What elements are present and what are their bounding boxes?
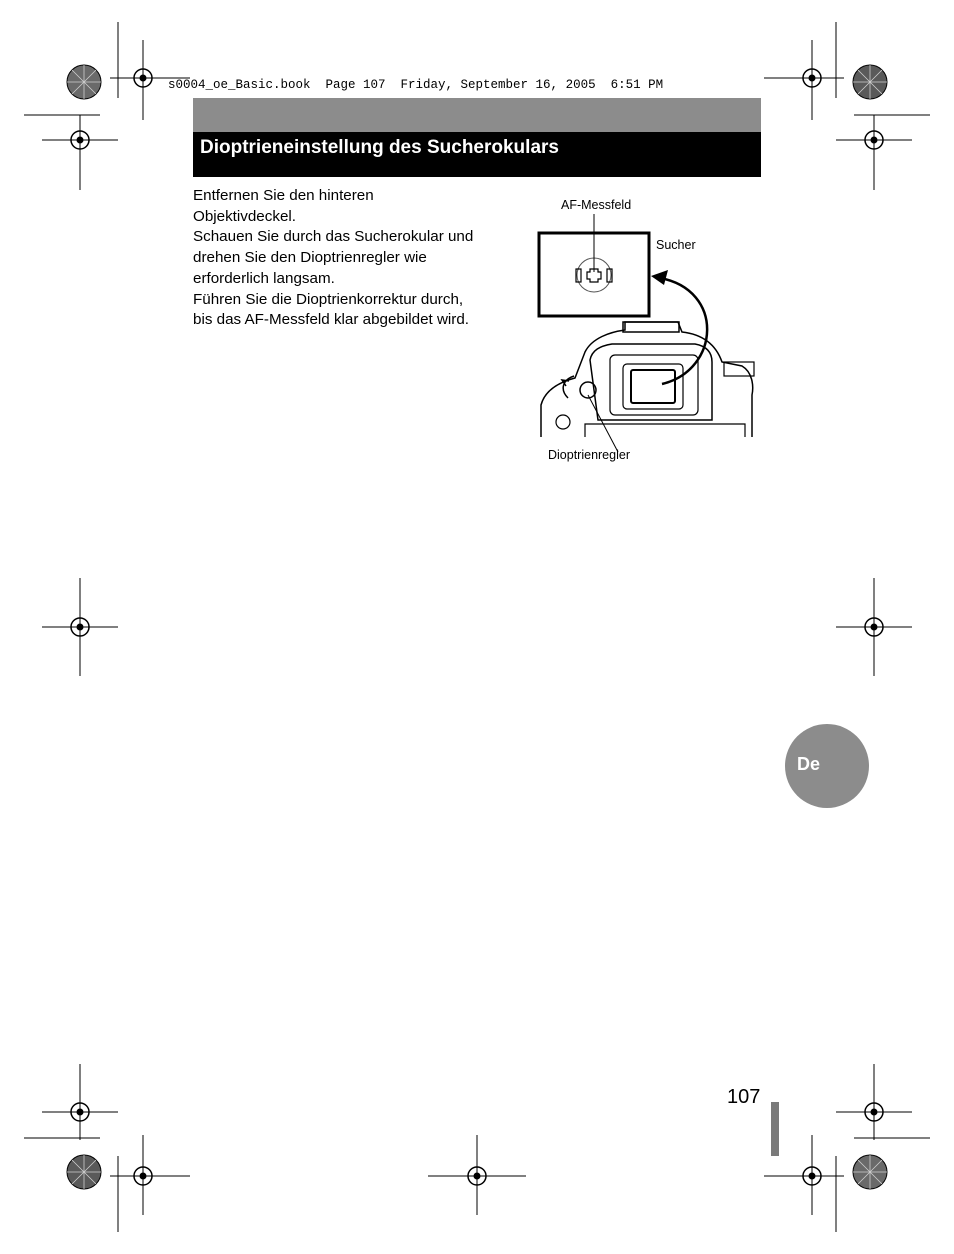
instruction-line: Schauen Sie durch das Sucherokular und (193, 228, 474, 246)
page-number: 107 (727, 1086, 761, 1108)
language-tab-label: De (797, 754, 821, 774)
label-sucher: Sucher (656, 238, 696, 252)
instruction-line: Objektivdeckel. (193, 207, 296, 225)
label-af-messfeld: AF-Messfeld (561, 198, 632, 212)
instruction-line: drehen Sie den Dioptrienregler wie (193, 249, 427, 267)
print-info-line: s0004_oe_Basic.book Page 107 Friday, September 16, 2005 6:51 PM (168, 78, 664, 92)
section-title: Dioptrieneinstellung des Sucherokulars (200, 137, 559, 158)
instruction-line: bis das AF-Messfeld klar abgebildet wird. (193, 311, 470, 329)
label-dioptrienregler: Dioptrienregler (548, 448, 630, 462)
instruction-line: erforderlich langsam. (193, 269, 335, 287)
instruction-line: Führen Sie die Dioptrienkorrektur durch, (193, 290, 464, 308)
page-marker-bar (771, 1102, 779, 1156)
instruction-line: Entfernen Sie den hinteren (193, 187, 374, 204)
